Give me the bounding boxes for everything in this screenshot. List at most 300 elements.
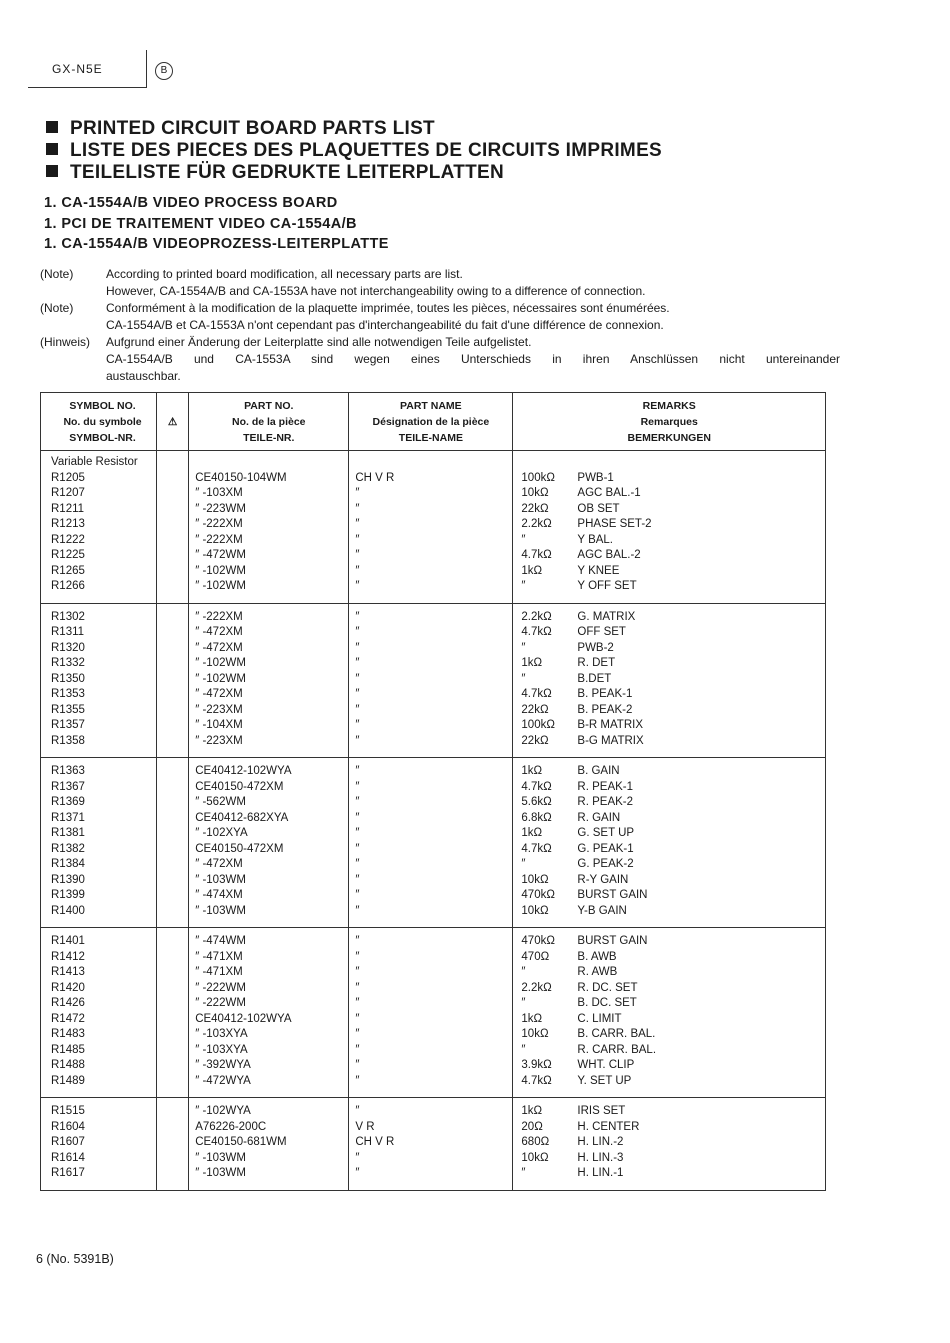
remark-text: R. GAIN	[577, 811, 621, 824]
resistance-value: 10kΩ	[521, 1028, 549, 1040]
symbol-no: R1213	[51, 518, 85, 530]
remark-line	[513, 934, 825, 950]
remarks-cell	[513, 451, 826, 604]
part-no: ″ -102WM	[195, 580, 246, 592]
remark-line	[513, 455, 825, 471]
header-rule	[28, 87, 146, 88]
part-name: ″	[355, 935, 360, 947]
resistance-value: 470kΩ	[521, 889, 555, 901]
part-name-cell	[349, 451, 513, 604]
part-no: ″ -392WYA	[195, 1059, 251, 1071]
remark-line	[513, 996, 825, 1012]
remark-text: Y OFF SET	[577, 580, 637, 592]
remark-text: B. PEAK-2	[577, 703, 633, 716]
part-no: ″ -103WM	[195, 1167, 246, 1179]
remark-text: B.DET	[577, 672, 612, 685]
remark-line	[513, 486, 825, 502]
part-name	[349, 455, 512, 471]
header-part-name: PART NAME Désignation de la pièce TEILE-NAME	[349, 393, 513, 451]
part-no: ″ -562WM	[195, 796, 246, 808]
part-no: ″ -472XM	[195, 626, 243, 638]
remark-text: OFF SET	[577, 626, 626, 638]
symbol-no: R1381	[51, 827, 85, 839]
part-name: ″	[355, 672, 360, 685]
note-line: Conformément à la modification de la plaquette imprimée, toutes les pièces, nécessaires sont énumérées.	[106, 301, 670, 315]
remark-text: Y. SET UP	[577, 1074, 632, 1087]
model-number: GX-N5E	[52, 62, 103, 76]
part-name: ″	[355, 533, 360, 546]
resistance-value: ″	[521, 997, 526, 1009]
remark-text: G. PEAK-1	[577, 842, 634, 855]
part-no: ″ -103WM	[195, 873, 246, 886]
part-name: ″	[355, 1074, 360, 1087]
remark-text: Y KNEE	[577, 564, 620, 577]
symbol-no: R1222	[51, 533, 85, 546]
part-no: ″ -472XM	[195, 688, 243, 700]
part-no: ″ -222XM	[195, 533, 243, 546]
note-de	[40, 334, 840, 385]
symbol-no: R1604	[51, 1120, 85, 1133]
symbol-no: R1371	[51, 811, 85, 824]
symbol-no: R1488	[51, 1059, 85, 1071]
resistance-value: 1kΩ	[521, 765, 543, 777]
part-name: ″	[355, 734, 360, 747]
remark-line	[513, 734, 825, 750]
remark-text: B. AWB	[577, 950, 617, 963]
resistance-value: ″	[521, 1167, 526, 1179]
part-name: ″	[355, 1167, 360, 1179]
resistance-value: ″	[521, 1043, 526, 1056]
symbol-no: R1483	[51, 1028, 85, 1040]
remark-line	[513, 1151, 825, 1167]
part-name: ″	[355, 703, 360, 716]
symbol-no: R1357	[51, 719, 85, 731]
note-line: CA-1554A/B et CA-1553A n'ont cependant pas d'interchangeabilité du fait d'une différence de connexion.	[106, 318, 664, 332]
remark-text: AGC BAL.-1	[577, 487, 641, 499]
remark-line	[513, 764, 825, 780]
resistance-value: 1kΩ	[521, 1012, 543, 1025]
note-line: Aufgrund einer Änderung der Leiterplatte sind alle notwendigen Teile aufgelistet.	[106, 335, 532, 349]
part-name-cell	[349, 928, 513, 1098]
remark-line	[513, 811, 825, 827]
part-no: ″ -102XYA	[195, 827, 248, 839]
symbol-no: R1400	[51, 904, 85, 917]
remark-line	[513, 904, 825, 920]
remark-line	[513, 517, 825, 533]
note-en	[40, 266, 840, 300]
symbol-no: R1390	[51, 873, 85, 886]
remark-text: Y BAL.	[577, 533, 613, 546]
symbol-no: R1225	[51, 549, 85, 561]
symbol-no: R1382	[51, 842, 85, 855]
part-name: ″	[355, 827, 360, 839]
part-no: ″ -472WYA	[195, 1074, 251, 1087]
header-warning	[157, 393, 189, 451]
warning-triangle-icon: ⚠	[167, 416, 178, 428]
part-name: CH V R	[355, 471, 395, 484]
notes-block	[40, 266, 840, 385]
parts-table	[40, 392, 826, 1191]
symbol-no: R1515	[51, 1105, 85, 1117]
symbol-no: R1412	[51, 950, 85, 963]
remark-line	[513, 641, 825, 657]
remark-text: PHASE SET-2	[577, 518, 652, 530]
remark-line	[513, 718, 825, 734]
remark-text: G. MATRIX	[577, 610, 636, 623]
remark-text: H. LIN.-3	[577, 1151, 624, 1164]
part-no: ″ -103XYA	[195, 1028, 248, 1040]
note-label: (Hinweis)	[40, 335, 91, 349]
remark-line	[513, 873, 825, 889]
resistance-value	[521, 455, 577, 471]
remark-line	[513, 610, 825, 626]
remark-text: B-R MATRIX	[577, 719, 643, 731]
part-no: ″ -472XM	[195, 858, 243, 870]
symbol-no: R1614	[51, 1151, 85, 1164]
resistance-value: 4.7kΩ	[521, 1074, 552, 1087]
symbol-no-cell	[41, 1098, 157, 1191]
part-name: ″	[355, 1012, 360, 1025]
bullet-square-icon	[46, 121, 58, 133]
symbol-no: R1311	[51, 626, 85, 638]
part-no: ″ -472XM	[195, 641, 243, 654]
resistance-value: ″	[521, 966, 526, 978]
part-name: ″	[355, 610, 360, 623]
symbol-no: R1266	[51, 580, 85, 592]
part-name: ″	[355, 487, 360, 499]
part-name: ″	[355, 765, 360, 777]
part-no: ″ -471XM	[195, 950, 243, 963]
part-no: CE40150-472XM	[195, 780, 284, 793]
remark-line	[513, 826, 825, 842]
remarks-cell	[513, 758, 826, 928]
table-row-group	[41, 1098, 826, 1191]
remark-text: WHT. CLIP	[577, 1059, 635, 1071]
symbol-no: R1350	[51, 672, 85, 685]
symbol-no: R1320	[51, 641, 85, 654]
remark-text: R-Y GAIN	[577, 873, 629, 886]
part-no: ″ -103WM	[195, 1151, 246, 1164]
part-no: CE40150-104WM	[195, 471, 287, 484]
resistance-value: 1kΩ	[521, 564, 543, 577]
note-line: However, CA-1554A/B and CA-1553A have not interchangeability owing to a difference of connection.	[106, 284, 646, 298]
symbol-no: R1302	[51, 610, 85, 623]
subheading-en: 1. CA-1554A/B VIDEO PROCESS BOARD	[44, 195, 338, 211]
resistance-value: 4.7kΩ	[521, 688, 552, 700]
resistance-value: 1kΩ	[521, 1105, 543, 1117]
resistance-value: 20Ω	[521, 1120, 543, 1133]
resistance-value: 1kΩ	[521, 827, 543, 839]
part-name: ″	[355, 981, 360, 994]
resistance-value: ″	[521, 858, 526, 870]
remark-line	[513, 1058, 825, 1074]
part-no: ″ -104XM	[195, 719, 243, 731]
part-name: ″	[355, 997, 360, 1009]
part-name: ″	[355, 796, 360, 808]
part-name: ″	[355, 580, 360, 592]
part-name: ″	[355, 1105, 360, 1117]
part-name: ″	[355, 904, 360, 917]
part-no: ″ -223WM	[195, 502, 246, 515]
part-name: ″	[355, 811, 360, 824]
remark-text: R. DC. SET	[577, 981, 638, 994]
part-no: ″ -102WM	[195, 672, 246, 685]
remarks-cell	[513, 1098, 826, 1191]
symbol-no: R1607	[51, 1136, 85, 1148]
part-name: ″	[355, 1059, 360, 1071]
part-no-cell	[189, 1098, 349, 1191]
symbol-no: R1617	[51, 1167, 85, 1179]
remark-line	[513, 1043, 825, 1059]
part-name: ″	[355, 518, 360, 530]
note-fr	[40, 300, 840, 334]
page-footer: 6 (No. 5391B)	[36, 1252, 114, 1266]
remark-text: R. PEAK-1	[577, 780, 634, 793]
part-name: ″	[355, 873, 360, 886]
symbol-no-cell	[41, 758, 157, 928]
part-name: ″	[355, 1151, 360, 1164]
remark-line	[513, 842, 825, 858]
resistance-value: 5.6kΩ	[521, 796, 552, 808]
remark-line	[513, 1074, 825, 1090]
part-name: ″	[355, 780, 360, 793]
remark-line	[513, 1166, 825, 1182]
remark-line	[513, 950, 825, 966]
remark-line	[513, 656, 825, 672]
remark-text: G. PEAK-2	[577, 858, 634, 870]
remark-text: AGC BAL.-2	[577, 549, 641, 561]
part-no: ″ -222WM	[195, 981, 246, 994]
note-label: (Note)	[40, 267, 74, 281]
heading-fr: LISTE DES PIECES DES PLAQUETTES DE CIRCUITS IMPRIMES	[46, 140, 662, 162]
resistance-value: 2.2kΩ	[521, 610, 552, 623]
part-no-cell	[189, 451, 349, 604]
subheading-de: 1. CA-1554A/B VIDEOPROZESS-LEITERPLATTE	[44, 236, 389, 252]
resistance-value: 22kΩ	[521, 502, 549, 515]
resistance-value: 6.8kΩ	[521, 811, 552, 824]
part-name: ″	[355, 657, 360, 669]
resistance-value: 4.7kΩ	[521, 549, 552, 561]
part-no: ″ -103XM	[195, 487, 243, 499]
remark-line	[513, 1135, 825, 1151]
resistance-value: 470Ω	[521, 950, 550, 963]
symbol-no: Variable Resistor	[51, 456, 138, 468]
part-no: CE40412-102WYA	[195, 765, 292, 777]
symbol-no: R1420	[51, 981, 85, 994]
remark-line	[513, 1012, 825, 1028]
symbol-no: R1211	[51, 502, 85, 515]
remarks-cell	[513, 928, 826, 1098]
part-name: ″	[355, 719, 360, 731]
remark-line	[513, 888, 825, 904]
symbol-no: R1353	[51, 688, 85, 700]
note-line: According to printed board modification, all necessary parts are list.	[106, 267, 463, 281]
symbol-no: R1426	[51, 997, 85, 1009]
part-name-cell	[349, 758, 513, 928]
heading-de: TEILELISTE FÜR GEDRUKTE LEITERPLATTEN	[46, 162, 504, 184]
warning-cell-cell	[157, 603, 189, 758]
symbol-no: R1367	[51, 780, 85, 793]
remark-text: BURST GAIN	[577, 889, 648, 901]
remark-line	[513, 564, 825, 580]
header-remarks: REMARKS Remarques BEMERKUNGEN	[513, 393, 826, 451]
part-no	[189, 455, 348, 471]
part-name: ″	[355, 549, 360, 561]
part-no-cell	[189, 758, 349, 928]
resistance-value: ″	[521, 533, 526, 546]
remark-line	[513, 1104, 825, 1120]
resistance-value: 10kΩ	[521, 487, 549, 499]
warning-cell-cell	[157, 928, 189, 1098]
remark-text: PWB-2	[577, 641, 614, 654]
part-no: ″ -102WM	[195, 657, 246, 669]
resistance-value: 22kΩ	[521, 734, 549, 747]
symbol-no: R1355	[51, 703, 85, 716]
table-header-row	[41, 393, 826, 451]
resistance-value: 100kΩ	[521, 471, 555, 484]
remark-text: G. SET UP	[577, 827, 635, 839]
part-no: ″ -223XM	[195, 734, 243, 747]
remark-text: R. AWB	[577, 966, 618, 978]
symbol-no: R1401	[51, 935, 85, 947]
remark-line	[513, 965, 825, 981]
remark-text: C. LIMIT	[577, 1012, 622, 1025]
remark-text: IRIS SET	[577, 1105, 626, 1117]
resistance-value: 10kΩ	[521, 904, 549, 917]
symbol-no: R1265	[51, 564, 85, 577]
symbol-no: R1358	[51, 734, 85, 747]
part-name: ″	[355, 842, 360, 855]
table-row-group	[41, 928, 826, 1098]
remark-text: OB SET	[577, 502, 620, 515]
table-row-group	[41, 451, 826, 604]
remark-text: BURST GAIN	[577, 935, 648, 947]
symbol-no: R1205	[51, 471, 85, 484]
note-label: (Note)	[40, 301, 74, 315]
bullet-square-icon	[46, 165, 58, 177]
header-divider	[146, 50, 147, 88]
part-no: CE40150-681WM	[195, 1136, 287, 1148]
remark-text: H. LIN.-2	[577, 1136, 624, 1148]
part-no: ″ -102WM	[195, 564, 246, 577]
resistance-value: 2.2kΩ	[521, 518, 552, 530]
remark-line	[513, 780, 825, 796]
remark-text: B. DC. SET	[577, 997, 637, 1009]
symbol-no: R1472	[51, 1012, 85, 1025]
bullet-square-icon	[46, 143, 58, 155]
resistance-value: ″	[521, 641, 526, 654]
part-no: ″ -102WYA	[195, 1105, 251, 1117]
remark-line	[513, 795, 825, 811]
resistance-value: ″	[521, 672, 526, 685]
remark-text: H. LIN.-1	[577, 1167, 624, 1179]
part-name: ″	[355, 950, 360, 963]
part-no: ″ -471XM	[195, 966, 243, 978]
part-no: ″ -222XM	[195, 518, 243, 530]
remark-text: B. GAIN	[577, 765, 620, 777]
remark-line	[513, 857, 825, 873]
resistance-value: 3.9kΩ	[521, 1059, 552, 1071]
resistance-value: 10kΩ	[521, 873, 549, 886]
part-name: ″	[355, 502, 360, 515]
part-no: CE40412-682XYA	[195, 811, 289, 824]
note-line: austauschbar.	[106, 369, 181, 383]
part-name: ″	[355, 1028, 360, 1040]
remark-line	[513, 625, 825, 641]
remark-line	[513, 471, 825, 487]
warning-cell-cell	[157, 758, 189, 928]
part-no: ″ -474XM	[195, 889, 243, 901]
symbol-no-cell	[41, 603, 157, 758]
resistance-value: 4.7kΩ	[521, 626, 552, 638]
warning-cell-cell	[157, 451, 189, 604]
part-no: ″ -472WM	[195, 549, 246, 561]
symbol-no: R1363	[51, 765, 85, 777]
part-name-cell	[349, 1098, 513, 1191]
subheading-fr: 1. PCI DE TRAITEMENT VIDEO CA-1554A/B	[44, 216, 357, 232]
part-no: CE40412-102WYA	[195, 1012, 292, 1025]
part-name: ″	[355, 858, 360, 870]
symbol-no: R1399	[51, 889, 85, 901]
part-no: ″ -474WM	[195, 935, 246, 947]
remark-text: R. PEAK-2	[577, 796, 634, 808]
remark-line	[513, 502, 825, 518]
remark-line	[513, 548, 825, 564]
remark-text: Y-B GAIN	[577, 904, 627, 917]
remark-text: R. CARR. BAL.	[577, 1043, 657, 1056]
part-no: ″ -222XM	[195, 610, 243, 623]
remark-text: H. CENTER	[577, 1120, 640, 1133]
resistance-value: 470kΩ	[521, 935, 555, 947]
remark-line	[513, 1120, 825, 1136]
part-name: CH V R	[355, 1136, 395, 1148]
header-symbol: SYMBOL NO. No. du symbole SYMBOL-NR.	[41, 393, 157, 451]
part-name: ″	[355, 1043, 360, 1056]
part-name: ″	[355, 641, 360, 654]
symbol-no-cell	[41, 451, 157, 604]
remark-line	[513, 672, 825, 688]
part-no: ″ -103WM	[195, 904, 246, 917]
remark-text: R. DET	[577, 657, 616, 669]
table-row-group	[41, 603, 826, 758]
part-no: ″ -223XM	[195, 703, 243, 716]
header-part-no: PART NO. No. de la pièce TEILE-NR.	[189, 393, 349, 451]
parts-table-body	[41, 451, 826, 1191]
remark-text: B. CARR. BAL.	[577, 1028, 656, 1040]
resistance-value: 680Ω	[521, 1136, 550, 1148]
remark-line	[513, 1027, 825, 1043]
part-name: ″	[355, 966, 360, 978]
symbol-no: R1413	[51, 966, 85, 978]
region-badge: B	[155, 62, 173, 80]
part-no: A76226-200C	[195, 1120, 267, 1133]
part-name: ″	[355, 688, 360, 700]
part-no: ″ -103XYA	[195, 1043, 248, 1056]
part-no-cell	[189, 928, 349, 1098]
resistance-value: 100kΩ	[521, 719, 555, 731]
symbol-no: R1489	[51, 1074, 85, 1087]
symbol-no: R1207	[51, 487, 85, 499]
remark-text: B. PEAK-1	[577, 688, 633, 700]
resistance-value: 4.7kΩ	[521, 780, 552, 793]
part-name: V R	[355, 1120, 375, 1133]
note-line: CA-1554A/B und CA-1553A sind wegen eines Unterschieds in ihren Anschlüssen nicht untereinander	[106, 352, 840, 366]
resistance-value: 1kΩ	[521, 657, 543, 669]
resistance-value: ″	[521, 580, 526, 592]
remark-text: PWB-1	[577, 471, 614, 484]
symbol-no: R1332	[51, 657, 85, 669]
remark-text: B-G MATRIX	[577, 734, 644, 747]
